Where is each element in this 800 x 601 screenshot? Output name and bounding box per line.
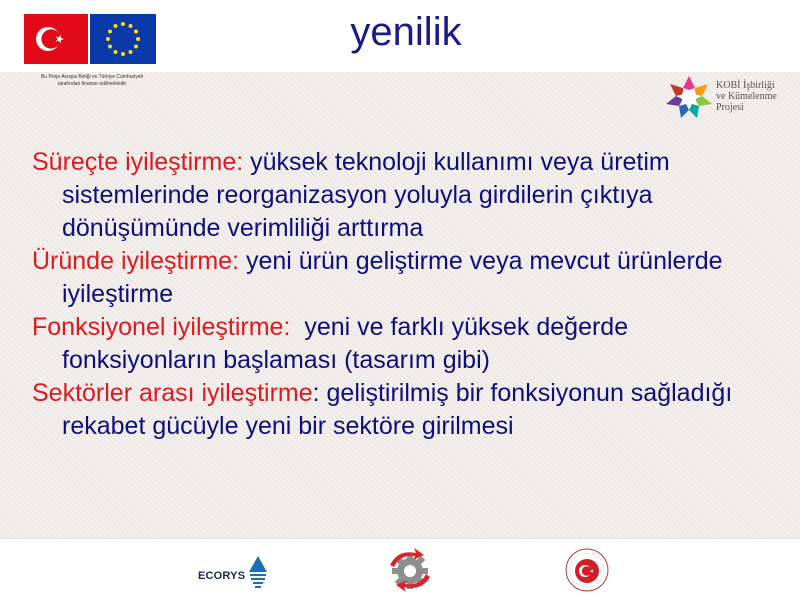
- item-label: Fonksiyonel iyileştirme:: [32, 313, 291, 341]
- item-text: yüksek teknoloji kullanımı veya üretim sistemlerinde reorganizasyon yoluyla girdilerin çıktıya dönüşümünde verimliliği arttırma: [62, 148, 670, 242]
- gear-arrows-logo-icon: [386, 547, 434, 598]
- ecorys-logo-text: ECORYS: [198, 569, 246, 582]
- ecorys-logo: [198, 556, 267, 595]
- kobi-logo-text-line: KOBİ İşbirliği: [716, 80, 775, 91]
- item-label: Üründe iyileştirme:: [32, 247, 240, 275]
- page-title: yenilik: [350, 10, 462, 54]
- funding-note-line: Bu Proje Avrupa Birliği ve Türkiye Cumhuriyeti: [40, 74, 144, 80]
- item-label: Sektörler arası iyileştirme: [32, 379, 313, 407]
- ministry-seal-icon: [564, 547, 610, 598]
- list-item: [32, 146, 772, 245]
- footer-logos: [0, 538, 800, 601]
- item-text: yeni ve farklı yüksek değerde fonksiyonların başlaması (tasarım gibi): [62, 313, 629, 374]
- innovation-list: [32, 146, 772, 443]
- kobi-logo-text-line: Projesi: [716, 102, 744, 113]
- funding-note: [24, 74, 160, 88]
- list-item: [32, 311, 772, 377]
- kobi-logo-text-line: ve Kümelenme: [716, 91, 777, 102]
- header-band-fade: [500, 60, 800, 72]
- item-label: Süreçte iyileştirme:: [32, 148, 244, 176]
- list-item: [32, 245, 772, 311]
- item-text: yeni ürün geliştirme veya mevcut ürünlerde iyileştirme: [62, 247, 723, 308]
- item-text: : geliştirilmiş bir fonksiyonun sağladığı rekabet gücüyle yeni bir sektöre girilmesi: [62, 379, 733, 440]
- kobi-cluster-logo-icon: [664, 74, 714, 120]
- list-item: [32, 377, 772, 443]
- funding-note-line: tarafından finanse edilmektedir: [57, 81, 127, 87]
- kobi-logo-text: [716, 80, 796, 113]
- ecorys-triangle-icon: [249, 556, 267, 595]
